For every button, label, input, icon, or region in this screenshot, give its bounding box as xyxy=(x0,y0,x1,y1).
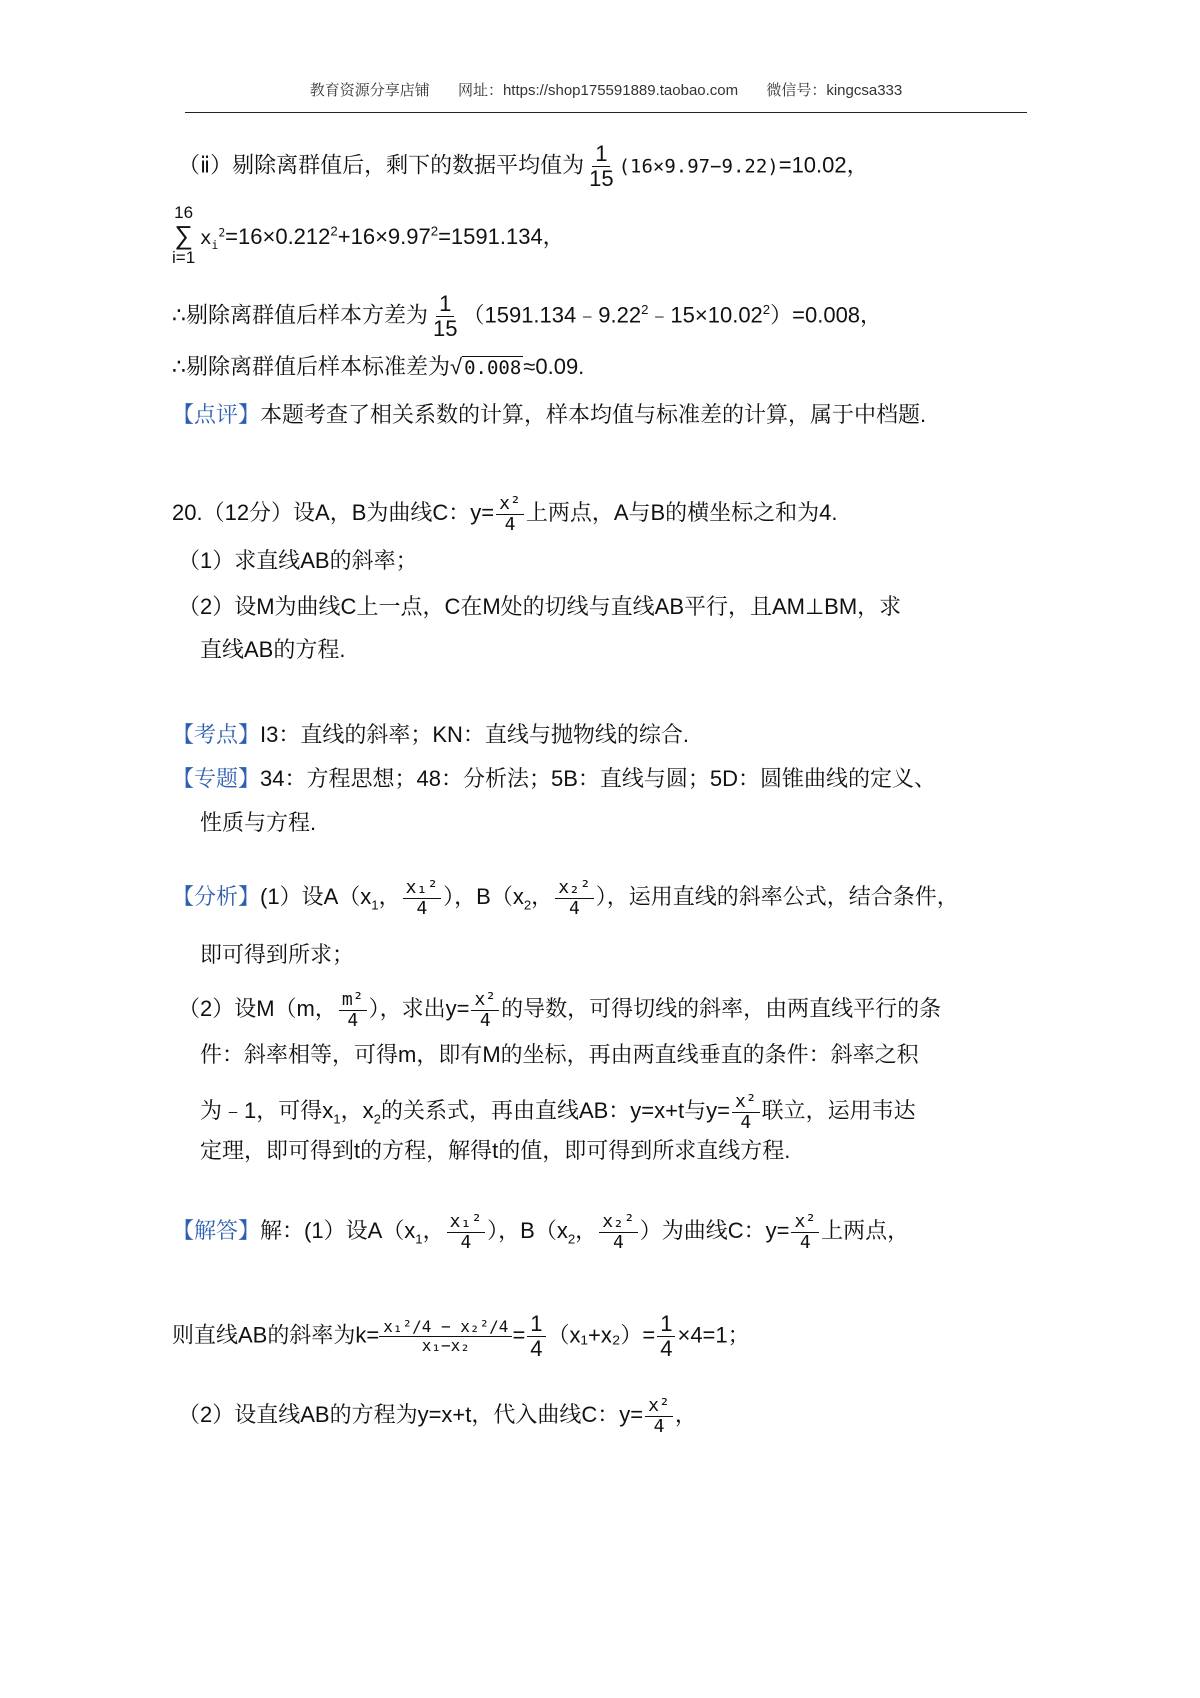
summation-symbol: 16 ∑ i=1 xyxy=(172,203,196,268)
fenxi-line-6: 定理，即可得到t的方程，解得t的值，即可得到所求直线方程. xyxy=(200,1138,791,1163)
zhuanti-line-2: 性质与方程. xyxy=(200,810,317,835)
mean-result: =10.02， xyxy=(778,152,869,178)
comment-text: 本题考查了相关系数的计算，样本均值与标准差的计算，属于中档题. xyxy=(260,402,927,427)
fraction-1-15-b: $\frac{1}{15}$ xyxy=(433,291,458,342)
slope-compound-fraction: $\frac{\text{x₁²/4 − x₂²/4}}{\text{x₁−x₂}}$ xyxy=(379,1318,512,1356)
kaodian-line: 【考点】I3：直线的斜率；KN：直线与抛物线的综合. xyxy=(172,722,690,747)
fraction-1-15: $\frac{1}{15}$ xyxy=(589,141,614,192)
sum-squares-line: $x_i^2=16\times 0.212^2+16\times 9.97^2=1591.134$， xyxy=(200,223,565,252)
question-20-stem: 20.（12分）设A，B为曲线C：y= $\frac{\text{x²}}{4}$ 上两点，A与B的横坐标之和为4. xyxy=(172,493,838,535)
stddev-line: ∴剔除离群值后样本标准差为√ 0.008≈0.09. xyxy=(172,354,585,379)
question-20-part2-b: 直线AB的方程. xyxy=(200,637,346,662)
kaodian-tag: 【考点】 xyxy=(172,722,261,747)
fraction-x2-over-4: $\frac{\text{x²}}{4}$ xyxy=(496,494,524,535)
jieda-tag: 【解答】 xyxy=(172,1218,261,1244)
radicand: 0.008 xyxy=(464,357,522,379)
zhuanti-line-1: 【专题】34：方程思想；48：分析法；5B：直线与圆；5D：圆锥曲线的定义、 xyxy=(172,766,936,791)
fenxi-line-3: （2）设M（m， $\frac{\text{m²}}{4}$ ），求出y= $\frac{\text{x²}}{4}$ 的导数，可得切线的斜率，由两直线平行的条 xyxy=(178,989,942,1031)
solution-ii-lead: （ⅱ）剔除离群值后，剩下的数据平均值为 xyxy=(178,152,585,178)
header-url[interactable]: 网址：https://shop175591889.taobao.com xyxy=(457,82,739,99)
header-shop: 教育资源分享店铺 xyxy=(309,82,430,99)
sum-term: $x_i^2$ xyxy=(200,225,226,252)
fenxi-line-4: 件：斜率相等，可得m，即有M的坐标，再由两直线垂直的条件：斜率之积 xyxy=(200,1042,919,1067)
header-wechat: 微信号：kingcsa333 xyxy=(766,82,903,99)
mean-expression: (16×9.97−9.22) xyxy=(618,155,779,178)
question-20-part2-a: （2）设M为曲线C上一点，C在M处的切线与直线AB平行，且AM⊥BM，求 xyxy=(178,594,902,619)
question-20-part1: （1）求直线AB的斜率； xyxy=(178,548,418,573)
jieda-line-2: （2）设直线AB的方程为y=x+t，代入曲线C：y= $\frac{\text{x²}}{4}$ ， xyxy=(178,1395,697,1437)
page-header xyxy=(185,78,1027,113)
fenxi-tag: 【分析】 xyxy=(172,884,261,910)
jieda-line-1: 【解答】解：(1）设$A(x_1$， $\frac{\text{x₁²}}{4}$ ），$B(x_2$， $\frac{\text{x₂²}}{4}$ ）为曲线C：y= $\frac{\text{x²}}{4}$ 上两点， xyxy=(172,1211,910,1253)
zhuanti-tag: 【专题】 xyxy=(172,766,261,791)
fenxi-line-5: 为﹣1，可得$x_1$，$x_2$的关系式，再由直线AB：y=x+t与y= $\frac{\text{x²}}{4}$ 联立，运用韦达 xyxy=(200,1091,916,1133)
jieda-slope-line: 则直线AB的斜率为k= $\frac{\text{x₁²/4 − x₂²/4}}{\text{x₁−x₂}}$ = $\frac{1}{4}$ （x₁+x₂）= $\frac{1}{4}$ ×4=1； xyxy=(172,1311,750,1362)
fenxi-line-2: 即可得到所求； xyxy=(200,942,355,967)
variance-line: ∴剔除离群值后样本方差为 $\frac{1}{15}$ $(1591.134﹣9.22^2﹣15\times 10.02^2)=0.008$， xyxy=(172,291,883,342)
solution-ii-line xyxy=(178,142,869,191)
fenxi-line-1: 【分析】(1）设$A(x_1$， $\frac{\text{x₁²}}{4}$ ），$B(x_2$， $\frac{\text{x₂²}}{4}$ ），运用直线的斜率公式，结合条件， xyxy=(172,877,959,919)
comment-tag: 【点评】 xyxy=(172,402,261,427)
comment-line xyxy=(172,400,926,430)
